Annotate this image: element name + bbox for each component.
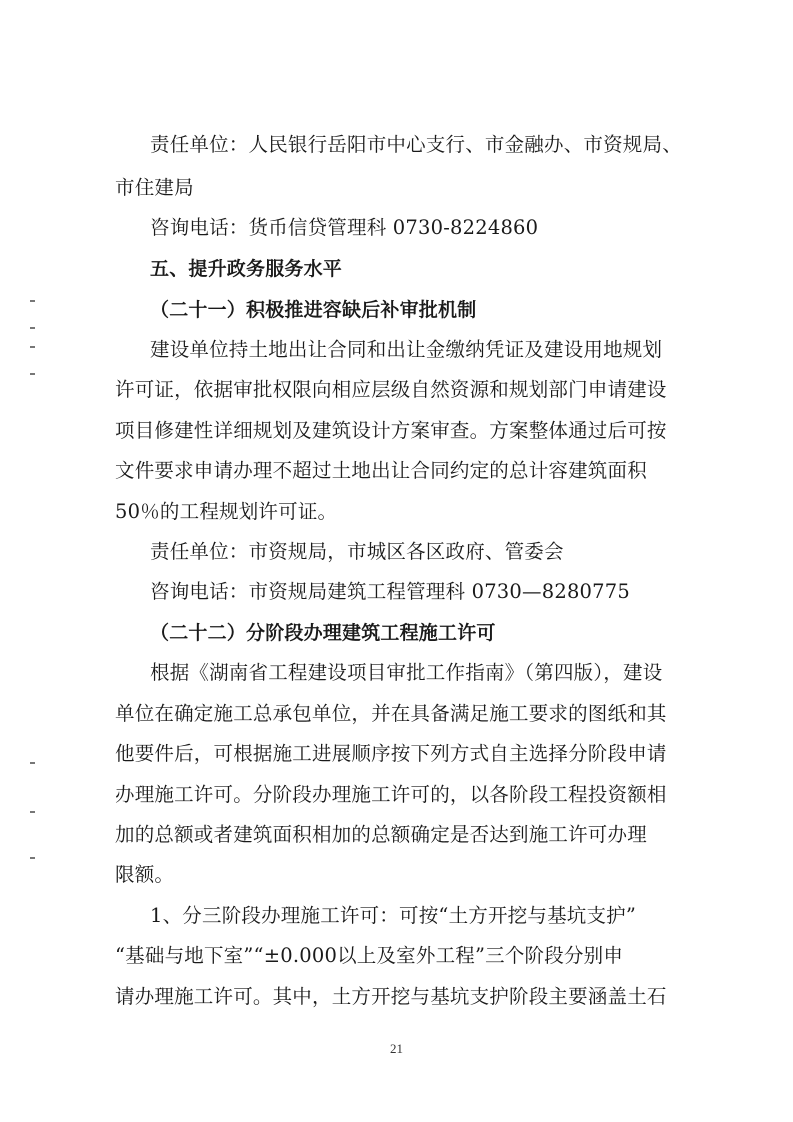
- scan-speck: [30, 346, 35, 348]
- paragraph-21-line-3: 项目修建性详细规划及建筑设计方案审查。方案整体通过后可按: [115, 419, 667, 442]
- paragraph-22-line-5: 加的总额或者建筑面积相加的总额确定是否达到施工许可办理: [115, 823, 647, 846]
- page-number: 21: [390, 1041, 403, 1056]
- paragraph-22-line-6: 限额。: [115, 863, 175, 886]
- consult-phone-21: 咨询电话：市资规局建筑工程管理科 0730—8280775: [150, 580, 630, 603]
- paragraph-22-line-3: 他要件后，可根据施工进展顺序按下列方式自主选择分阶段申请: [115, 742, 667, 765]
- scan-speck: [30, 327, 35, 329]
- item-1-line-1: 1、分三阶段办理施工许可：可按“土方开挖与基坑支护”: [150, 904, 637, 927]
- subsection-heading-21: （二十一）积极推进容缺后补审批机制: [150, 299, 477, 321]
- consult-phone-1: 咨询电话：货币信贷管理科 0730-8224860: [150, 216, 539, 239]
- scan-speck: [30, 373, 35, 375]
- subsection-heading-22: （二十二）分阶段办理建筑工程施工许可: [150, 622, 496, 644]
- paragraph-21-line-5: 50％的工程规划许可证。: [115, 500, 338, 523]
- paragraph-21-line-2: 许可证，依据审批权限向相应层级自然资源和规划部门申请建设: [115, 378, 667, 401]
- paragraph-21-line-1: 建设单位持土地出让合同和出让金缴纳凭证及建设用地规划: [150, 338, 663, 361]
- scan-speck: [30, 857, 35, 859]
- paragraph-22-line-2: 单位在确定施工总承包单位，并在具备满足施工要求的图纸和其: [115, 702, 667, 725]
- paragraph-21-line-4: 文件要求申请办理不超过土地出让合同约定的总计容建筑面积: [115, 459, 647, 482]
- responsible-unit-21: 责任单位：市资规局，市城区各区政府、管委会: [150, 540, 564, 563]
- item-1-line-3: 请办理施工许可。其中，土方开挖与基坑支护阶段主要涵盖土石: [115, 985, 667, 1008]
- section-heading-5: 五、提升政务服务水平: [150, 258, 343, 280]
- item-1-line-2: “基础与地下室”“±0.000以上及室外工程”三个阶段分别申: [115, 944, 624, 967]
- scan-speck: [30, 762, 35, 764]
- paragraph-22-line-4: 办理施工许可。分阶段办理施工许可的，以各阶段工程投资额相: [115, 783, 667, 806]
- scan-speck: [30, 811, 35, 813]
- responsible-unit-line-1: 责任单位：人民银行岳阳市中心支行、市金融办、市资规局、: [150, 133, 682, 156]
- scan-speck: [30, 300, 35, 302]
- paragraph-22-line-1: 根据《湖南省工程建设项目审批工作指南》（第四版），建设: [150, 661, 663, 684]
- responsible-unit-line-2: 市住建局: [115, 176, 194, 199]
